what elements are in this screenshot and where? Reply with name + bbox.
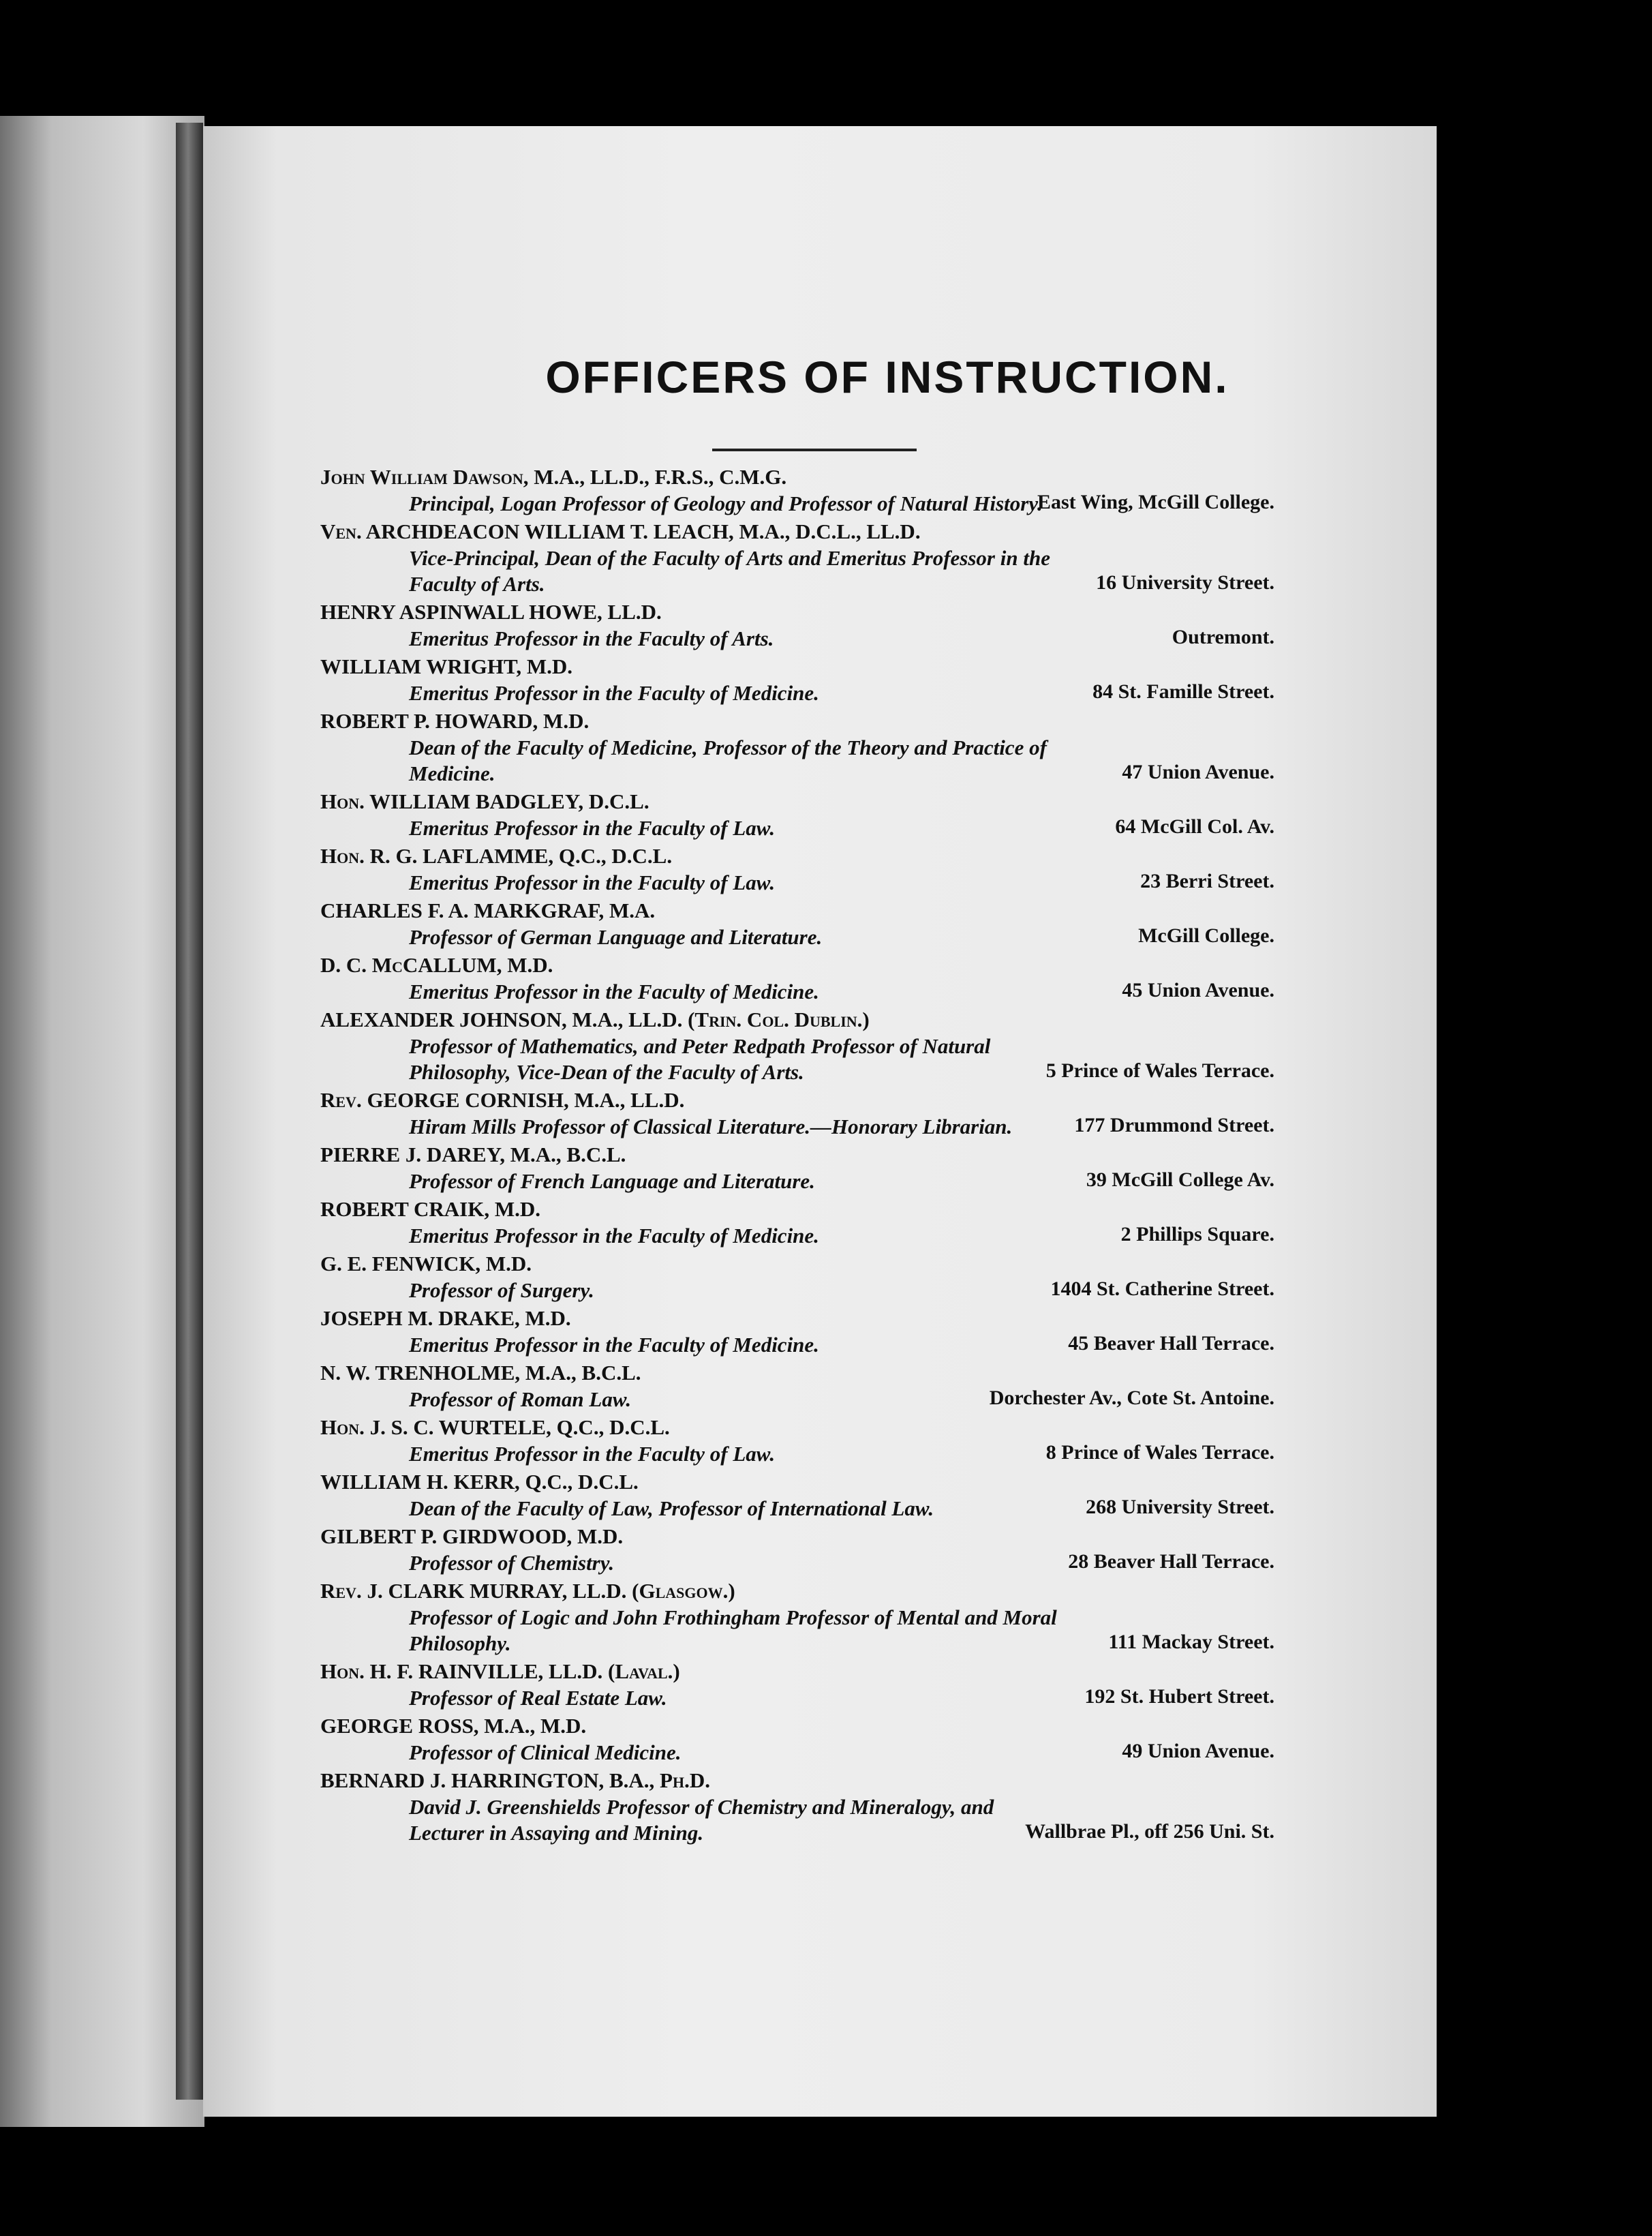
officer-entry — [320, 1087, 1274, 1140]
officer-entry — [320, 1196, 1274, 1249]
officer-title: Professor of Roman Law. — [409, 1387, 632, 1411]
officer-title: Principal, Logan Professor of Geology and Professor of Natural History. — [409, 492, 1043, 515]
officer-title: Professor of German Language and Literature. — [409, 925, 823, 949]
officer-name: WILLIAM H. KERR, Q.C., D.C.L. — [320, 1470, 639, 1494]
officer-title: Dean of the Faculty of Law, Professor of International Law. — [409, 1496, 934, 1520]
officer-title: Emeritus Professor in the Faculty of Arts. — [409, 626, 774, 650]
officer-title: Professor of Chemistry. — [409, 1551, 615, 1575]
officer-address: 23 Berri Street. — [1140, 870, 1274, 892]
officer-list — [320, 464, 1274, 1847]
officer-title: Hiram Mills Professor of Classical Literature.—Honorary Librarian. — [409, 1115, 1013, 1138]
officer-address: 8 Prince of Wales Terrace. — [1045, 1441, 1274, 1464]
officer-name: N. W. TRENHOLME, M.A., B.C.L. — [320, 1361, 641, 1385]
officer-title: Professor of Mathematics, and Peter Redpath Professor of Natural Philosophy, Vice-Dean of the Faculty of Arts. — [409, 1034, 991, 1084]
officer-entry — [320, 1141, 1274, 1194]
officer-address: 28 Beaver Hall Terrace. — [1068, 1550, 1274, 1573]
officer-entry — [320, 1523, 1274, 1576]
officer-address: 47 Union Avenue. — [1122, 761, 1274, 783]
officer-entry — [320, 653, 1274, 706]
officer-address: 39 McGill College Av. — [1086, 1168, 1274, 1191]
officer-entry — [320, 518, 1274, 597]
officer-title: Professor of Surgery. — [409, 1278, 594, 1302]
officer-name: John William Dawson, M.A., LL.D., F.R.S., C.M.G. — [320, 465, 787, 489]
officer-name: Hon. R. G. LAFLAMME, Q.C., D.C.L. — [320, 844, 673, 868]
officer-name: JOSEPH M. DRAKE, M.D. — [320, 1306, 571, 1330]
officer-title: Emeritus Professor in the Faculty of Medicine. — [409, 1333, 819, 1357]
officer-address: 45 Beaver Hall Terrace. — [1068, 1332, 1274, 1355]
officer-entry — [320, 1712, 1274, 1766]
officer-address: 1404 St. Catherine Street. — [1050, 1278, 1274, 1300]
officer-title: Emeritus Professor in the Faculty of Medicine. — [409, 1224, 819, 1248]
officer-entry — [320, 1305, 1274, 1358]
officer-entry — [320, 1414, 1274, 1467]
officer-name: ROBERT CRAIK, M.D. — [320, 1197, 541, 1221]
page-header — [0, 351, 1652, 403]
officer-entry — [320, 1658, 1274, 1711]
left-page — [0, 116, 204, 2127]
officer-name: BERNARD J. HARRINGTON, B.A., Ph.D. — [320, 1768, 710, 1792]
officer-title: Emeritus Professor in the Faculty of Medicine. — [409, 681, 819, 705]
officer-title: Professor of Clinical Medicine. — [409, 1740, 682, 1764]
officer-address: McGill College. — [1138, 924, 1274, 947]
officer-address: 45 Union Avenue. — [1122, 979, 1274, 1001]
officer-title: Professor of Logic and John Frothingham Professor of Mental and Moral Philosophy. — [409, 1605, 1057, 1655]
officer-entry — [320, 708, 1274, 787]
officer-title: Dean of the Faculty of Medicine, Professor of the Theory and Practice of Medicine. — [409, 736, 1047, 785]
officer-title: Emeritus Professor in the Faculty of Medicine. — [409, 980, 819, 1003]
officer-title: Vice-Principal, Dean of the Faculty of Arts and Emeritus Professor in the Faculty of Arts. — [409, 546, 1050, 596]
officer-address: 64 McGill Col. Av. — [1115, 815, 1274, 838]
officer-name: Hon. H. F. RAINVILLE, LL.D. (Laval.) — [320, 1659, 680, 1683]
officer-address: Dorchester Av., Cote St. Antoine. — [989, 1387, 1274, 1409]
officer-name: WILLIAM WRIGHT, M.D. — [320, 654, 573, 678]
officer-title: Professor of Real Estate Law. — [409, 1686, 667, 1710]
officer-name: CHARLES F. A. MARKGRAF, M.A. — [320, 898, 656, 922]
officer-name: Hon. WILLIAM BADGLEY, D.C.L. — [320, 789, 649, 813]
officer-address: 2 Phillips Square. — [1120, 1223, 1274, 1245]
officer-address: 49 Union Avenue. — [1122, 1740, 1274, 1762]
book-spine — [176, 123, 203, 2100]
officer-address: 268 University Street. — [1086, 1496, 1274, 1518]
officer-name: G. E. FENWICK, M.D. — [320, 1252, 532, 1275]
officer-entry — [320, 464, 1274, 517]
officer-name: ROBERT P. HOWARD, M.D. — [320, 709, 590, 733]
officer-entry — [320, 1767, 1274, 1846]
officer-title: Emeritus Professor in the Faculty of Law. — [409, 871, 776, 894]
officer-address: 5 Prince of Wales Terrace. — [1045, 1059, 1274, 1082]
officer-entry — [320, 952, 1274, 1005]
page-title: OFFICERS OF INSTRUCTION. — [545, 352, 1229, 402]
officer-entry — [320, 1250, 1274, 1303]
officer-address: 192 St. Hubert Street. — [1084, 1685, 1274, 1708]
officer-name: Ven. ARCHDEACON WILLIAM T. LEACH, M.A., D.C.L., LL.D. — [320, 519, 921, 543]
officer-entry — [320, 843, 1274, 896]
officer-address: East Wing, McGill College. — [1037, 491, 1274, 513]
officer-address: 177 Drummond Street. — [1074, 1114, 1274, 1136]
officer-address: Wallbrae Pl., off 256 Uni. St. — [1025, 1820, 1274, 1843]
officer-title: Emeritus Professor in the Faculty of Law. — [409, 816, 776, 840]
officer-entry — [320, 788, 1274, 841]
officer-entry — [320, 599, 1274, 652]
officer-entry — [320, 1468, 1274, 1522]
officer-name: ALEXANDER JOHNSON, M.A., LL.D. (Trin. Col. Dublin.) — [320, 1008, 870, 1031]
officer-entry — [320, 897, 1274, 950]
officer-name: PIERRE J. DAREY, M.A., B.C.L. — [320, 1143, 626, 1166]
officer-address: 16 University Street. — [1096, 571, 1274, 594]
officer-name: Rev. J. CLARK MURRAY, LL.D. (Glasgow.) — [320, 1579, 735, 1603]
officer-name: GEORGE ROSS, M.A., M.D. — [320, 1714, 587, 1738]
officer-name: GILBERT P. GIRDWOOD, M.D. — [320, 1524, 624, 1548]
officer-name: Rev. GEORGE CORNISH, M.A., LL.D. — [320, 1088, 685, 1112]
title-rule — [712, 449, 917, 451]
officer-name: HENRY ASPINWALL HOWE, LL.D. — [320, 600, 662, 624]
officer-name: D. C. McCALLUM, M.D. — [320, 953, 553, 977]
officer-name: Hon. J. S. C. WURTELE, Q.C., D.C.L. — [320, 1415, 670, 1439]
officer-entry — [320, 1359, 1274, 1412]
officer-address: 84 St. Famille Street. — [1092, 680, 1274, 703]
officer-title: Emeritus Professor in the Faculty of Law. — [409, 1442, 776, 1466]
officer-address: Outremont. — [1172, 626, 1274, 648]
officer-entry — [320, 1577, 1274, 1657]
officer-title: David J. Greenshields Professor of Chemistry and Mineralogy, and Lecturer in Assaying and Mining. — [409, 1795, 994, 1845]
officer-entry — [320, 1006, 1274, 1085]
officer-title: Professor of French Language and Literature. — [409, 1169, 815, 1193]
officer-address: 111 Mackay Street. — [1108, 1631, 1274, 1653]
